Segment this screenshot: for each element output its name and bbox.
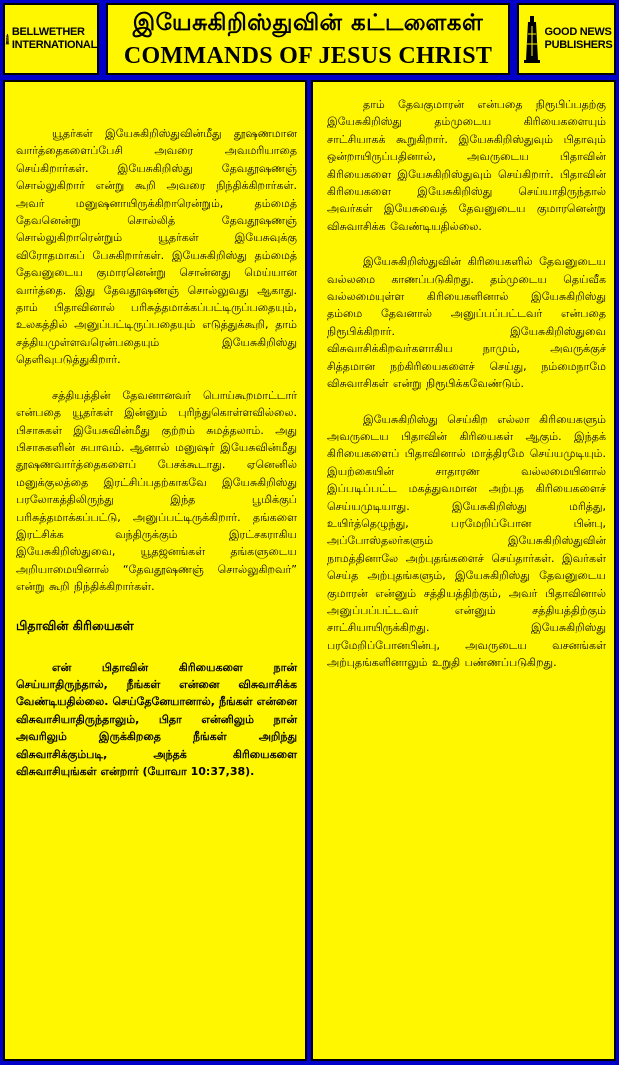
tower-icon <box>5 14 10 64</box>
logo-text <box>545 26 613 52</box>
tower-icon <box>521 14 543 64</box>
logo-line-2: PUBLISHERS <box>544 39 613 51</box>
body-paragraph: யூதர்கள் இயேசுகிறிஸ்துவின்மீது தூஷணமான வார்த்தைகளைப்பேசி அவரை அவமரியாதை செய்கிறார்கள். இயேசுகிறிஸ்து தேவதூஷணஞ் சொல்லுகிறார் என்று கூறி அவரை நிந்திக்கிறார்கள். அவர் மனுஷனாயிருக்கிறாரென்றும், தம்மைத் தேவனென்று சொல்லித் தேவதூஷணஞ் சொல்லுகிறாரென்றும் யூதர்கள் இயேசுவுக்கு விரோதமாகப் பேசுகிறார்கள். இயேசுகிறிஸ்து தம்மைத் தேவனுடைய குமாரனென்று சொன்னது மெய்யான வார்த்தை. இது தேவதூஷணஞ் சொல்லுவது ஆகாது. தாம் பிதாவினால் பரிசுத்தமாக்கப்பட்டிருப்பதையும், உலகத்தில் அனுப்பட்டிருப்பதையும் எடுத்துக்கூறி, தாம் சத்தியமுள்ளவரென்பதையும் இயேசுகிறிஸ்து தெளிவுபடுத்துகிறார். <box>16 127 297 367</box>
body-paragraph: இயேசுகிறிஸ்து செய்கிற எல்லா கிரியைகளும் அவருடைய பிதாவின் கிரியைகள் ஆகும். இந்தக் கிரியைகளைப் பிதாவினால் மாத்திரமே செய்யமுடியும். இயற்கையின் சாதாரண வல்லமையினால் இப்படிப்பட்ட மகத்துவமான அற்புத கிரியைகளைச் செய்யமுடியாது. இயேசுகிறிஸ்து மரித்து, உயிர்த்தெழுந்து, பரமேறிப்போன பின்பு, அப்போஸ்தலர்களும் இயேசுகிறிஸ்துவின் நாமத்தினாலே அற்புதங்களைச் செய்தார்கள். இவர்கள் செய்த அற்புதங்களும், இயேசுகிறிஸ்து தேவனுடைய குமாரன் என்னும் சத்தியத்திற்கும், அவர் பிதாவினால் அனுப்பப்பட்டவர் என்னும் சத்தியத்திற்கும் சாட்சியாயிருக்கிறது. இயேசுகிறிஸ்து பரமேறிப்போனபின்பு, அவருடைய வசனங்கள் அற்புதங்களினாலும் உறுதி பண்ணப்படுகிறது. <box>327 412 606 670</box>
right-column <box>311 80 616 1061</box>
logo-text <box>12 26 97 52</box>
logo-group <box>5 5 97 73</box>
body-paragraph: இயேசுகிறிஸ்துவின் கிரியைகளில் தேவனுடைய வல்லமை காணப்படுகிறது. தம்முடைய தெய்வீக வல்லமையுள்ள கிரியைகளினால் இயேசுகிறிஸ்து தம்மை தேவனால் அனுப்பப்பட்டவர் என்பதை நிரூபிக்கிறார். இயேசுகிறிஸ்துவை விசுவாசிக்கிறவர்களாகிய நாமும், அவருக்குச் சித்தமான நற்கிரியைகளைச் செய்து, நம்மைநாமே விசுவாசிகள் என்று நிரூபிக்கவேண்டும். <box>327 255 606 391</box>
logo-line-1: GOOD NEWS <box>544 26 612 38</box>
section-heading: பிதாவின் கிரியைகள் <box>16 617 134 633</box>
left-column <box>3 80 307 1061</box>
publisher-logo-left <box>3 3 99 75</box>
title-tamil: இயேசுகிறிஸ்துவின் கட்டளைகள் <box>132 10 484 36</box>
logo-group <box>519 5 614 73</box>
logo-line-2: INTERNATIONAL <box>11 39 97 51</box>
title-english: COMMANDS OF JESUS CHRIST <box>123 43 493 69</box>
body-paragraph: சத்தியத்தின் தேவனானவர் பொய்கூறமாட்டார் என்பதை யூதர்கள் இன்னும் புரிந்துகொள்ளவில்லை. பிசாசுகள் இயேசுவின்மீது குற்றம் சுமத்தலாம். அது பிசாசுகளின் சுபாவம். ஆனால் மனுஷர் இயேசுவின்மீது தூஷணவார்த்தைகளைப் பேசக்கூடாது. ஏனெனில் மனுக்குலத்தை இரட்சிப்பதற்காகவே இயேசுகிறிஸ்து பரலோகத்திலிருந்து இந்த பூமிக்குப் பரிசுத்தமாக்கப்பட்டு, அனுப்பட்டிருக்கிறார். தங்களை இரட்சிக்க வந்திருக்கும் இரட்சகராகிய இயேசுகிறிஸ்துவை, யூதஜனங்கள் தங்களுடைய அறியாமையினால் “தேவதூஷணஞ் சொல்லுகிறவர்” என்று கூறி நிந்திக்கிறார்கள். <box>16 388 297 594</box>
title-banner <box>106 3 510 75</box>
body-paragraph: தாம் தேவகுமாரன் என்பதை நிரூபிப்பதற்கு இயேசுகிறிஸ்து தம்முடைய கிரியைகளையும் சாட்சியாகக் கூறுகிறார். இயேசுகிறிஸ்துவும் பிதாவும் ஒன்றாயிருப்பதினால், அவருடைய பிதாவின் கிரியைகளை இயேசுகிறிஸ்துவும் செய்கிறார். பிதாவின் கிரியைகளை இயேசுகிறிஸ்து செய்யாதிருந்தால் அவர்கள் இயேசுவைத் தேவனுடைய குமாரனென்று விசுவாசிக்க வேண்டியதில்லை. <box>327 98 606 233</box>
scripture-quote: என் பிதாவின் கிரியைகளை நான் செய்யாதிருந்தால், நீங்கள் என்னை விசுவாசிக்க வேண்டியதில்லை. செய்தேனேயானால், நீங்கள் என்னை விசுவாசியாதிருந்தாலும், பிதா என்னிலும் நான் அவரிலும் இருக்கிறதை நீங்கள் அறிந்து விசுவாசிக்கும்படி, அந்தக் கிரியைகளை விசுவாசியுங்கள் என்றார் (யோவா 10:37,38). <box>16 660 297 778</box>
logo-line-1: BELLWETHER <box>11 26 85 38</box>
publisher-logo-right <box>517 3 616 75</box>
